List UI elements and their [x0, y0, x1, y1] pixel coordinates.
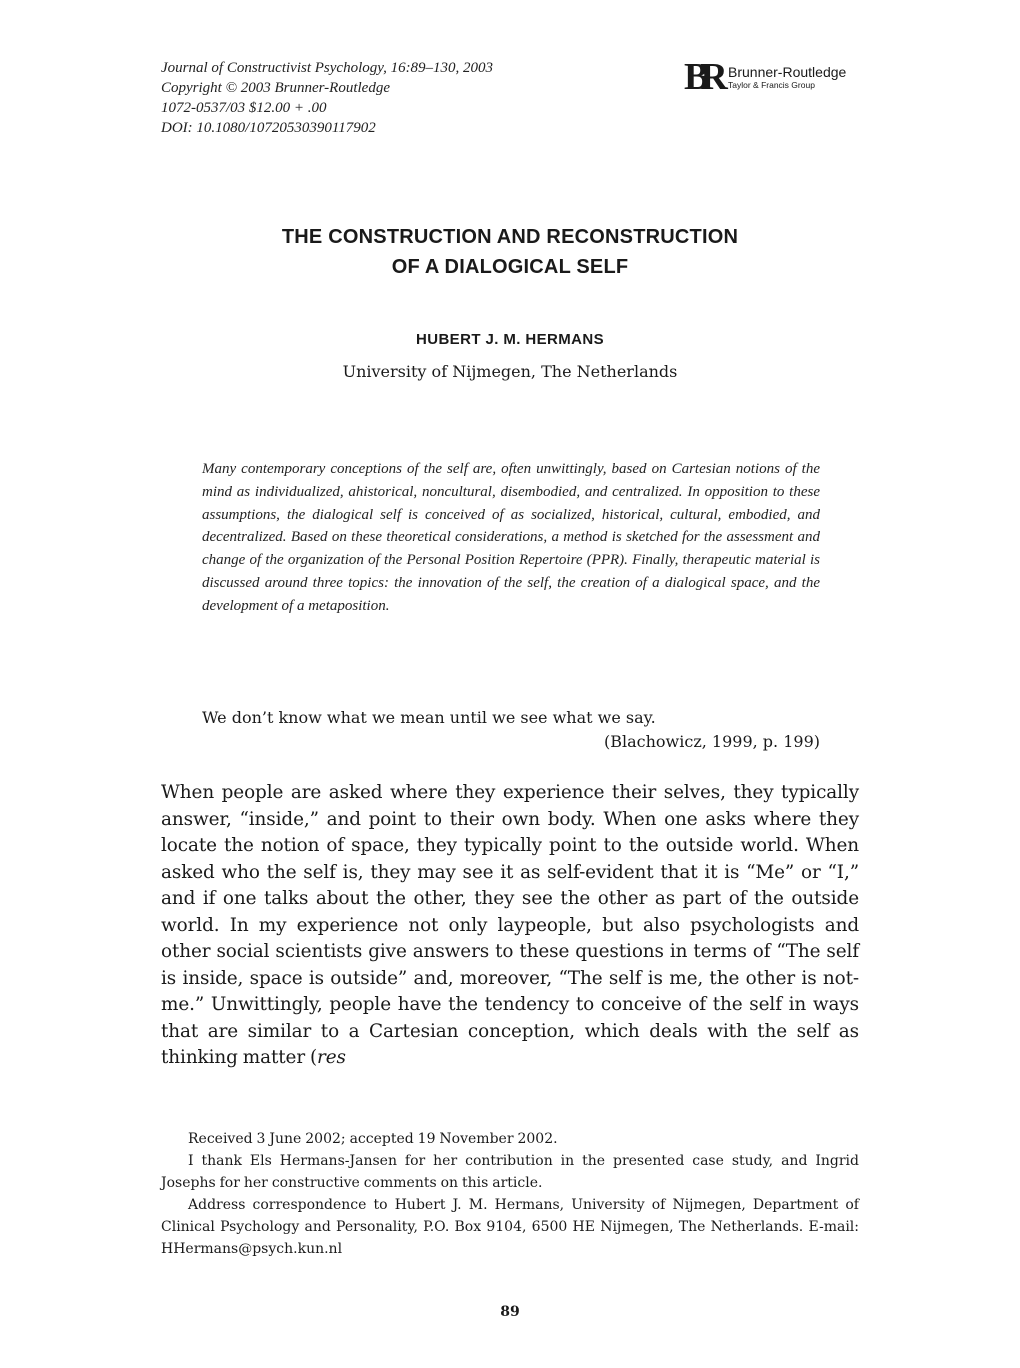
body-paragraph: [161, 780, 859, 1072]
article-title-line-2: OF A DIALOGICAL SELF: [391, 256, 629, 278]
publisher-logo: [684, 56, 847, 98]
body-paragraph-text: When people are asked where they experience their selves, they typically answer, “inside,” and point to their own body. When one asks where they locate the notion of space, they typically point to the outside world. When asked who the self is, they may see it as self-evident that it is “Me” or “I,” and if one talks about the other, they see the other as part of the outside world. In my experience not only laypeople, but also psychologists and other social scientists give answers to these questions in terms of “The self is inside, space is outside” and, moreover, “The self is me, the other is not-me.” Unwittingly, people have the tendency to conceive of the self in ways that are similar to a Cartesian conception, which deals with the self as thinking matter (: [161, 782, 859, 1068]
author-affiliation: University of Nijmegen, The Netherlands: [342, 362, 678, 381]
footnote-received: Received 3 June 2002; accepted 19 November 2002.: [188, 1131, 558, 1147]
page-number: 89: [500, 1304, 520, 1320]
publisher-group: Taylor & Francis Group: [728, 80, 815, 90]
footnote-acknowledgment: I thank Els Hermans-Jansen for her contribution in the presented case study, and Ingrid Josephs for her constructive comments on this article.: [161, 1153, 859, 1191]
abstract: Many contemporary conceptions of the self are, often unwittingly, based on Cartesian notions of the mind as individualized, ahistorical, noncultural, disembodied, and centralized. In opposition to these assumptions, the dialogical self is conceived of as socialized, historical, cultural, embodied, and decentralized. Based on these theoretical considerations, a method is sketched for the assessment and change of the organization of the Personal Position Repertoire (PPR). Finally, therapeutic material is discussed around three topics: the innovation of the self, the creation of a dialogical space, and the development of a metaposition.: [202, 461, 820, 614]
copyright-line: Copyright © 2003 Brunner-Routledge: [161, 80, 390, 96]
journal-citation: Journal of Constructivist Psychology, 16:89–130, 2003: [161, 60, 494, 76]
journal-header: [161, 58, 493, 138]
publisher-logo-mark: BR: [684, 56, 719, 98]
footnote-address: Address correspondence to Hubert J. M. Hermans, University of Nijmegen, Department of Clinical Psychology and Personality, P.O. Box 9104, 6500 HE Nijmegen, The Netherlands. E-mail: HHermans@psych.kun.nl: [161, 1197, 859, 1257]
epigraph-quote: We don’t know what we mean until we see what we say.: [202, 708, 656, 727]
body-paragraph-italic-end: res: [317, 1047, 346, 1068]
publisher-name: Brunner-Routledge: [728, 64, 847, 80]
epigraph-citation: (Blachowicz, 1999, p. 199): [603, 732, 820, 751]
article-title: [161, 222, 859, 282]
publisher-logo-text: [728, 64, 846, 90]
epigraph: [202, 706, 820, 754]
doi-line: DOI: 10.1080/10720530390117902: [161, 120, 376, 136]
article-title-line-1: THE CONSTRUCTION AND RECONSTRUCTION: [281, 226, 739, 248]
author-name: HUBERT J. M. HERMANS: [415, 331, 604, 348]
footnotes: [161, 1128, 859, 1260]
issn-line: 1072-0537/03 $12.00 + .00: [161, 100, 327, 116]
